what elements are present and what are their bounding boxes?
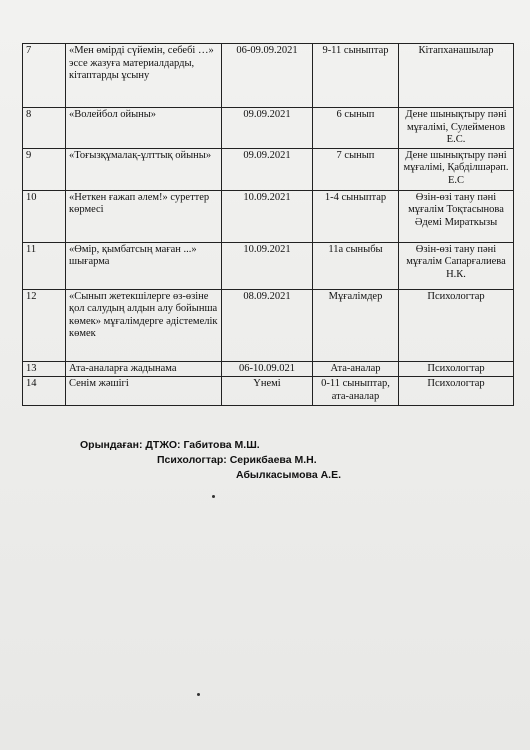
event-name: «Тоғызқұмалақ-ұлттық ойыны» xyxy=(66,148,222,190)
event-name: «Волейбол ойыны» xyxy=(66,108,222,149)
row-number: 8 xyxy=(23,108,66,149)
event-responsible: Кітапханашылар xyxy=(399,44,514,108)
event-participants: 11а сыныбы xyxy=(313,242,399,289)
signature-psychologist-2: Абылкасымова А.Е. xyxy=(236,469,342,481)
event-responsible: Психологтар xyxy=(399,289,514,361)
table-row xyxy=(23,361,514,377)
event-plan-table xyxy=(22,43,514,406)
table-row xyxy=(23,44,514,108)
signature-psychologists: Психологтар: Серикбаева М.Н. xyxy=(157,454,317,466)
event-date: 06-10.09.021 xyxy=(222,361,313,377)
stray-mark xyxy=(212,495,215,498)
event-responsible: Дене шынықтыру пәні мұғалімі, Сулейменов Е.С. xyxy=(399,108,514,149)
event-responsible: Психологтар xyxy=(399,361,514,377)
event-responsible: Психологтар xyxy=(399,377,514,406)
row-number: 10 xyxy=(23,190,66,242)
event-participants: 7 сынып xyxy=(313,148,399,190)
event-participants: 9-11 сыныптар xyxy=(313,44,399,108)
event-date: 09.09.2021 xyxy=(222,148,313,190)
event-date: 06-09.09.2021 xyxy=(222,44,313,108)
event-responsible: Өзін-өзі тану пәні мұғалім Сапарғалиева Н.К. xyxy=(399,242,514,289)
event-date: 09.09.2021 xyxy=(222,108,313,149)
table-row xyxy=(23,289,514,361)
event-participants: 6 сынып xyxy=(313,108,399,149)
event-name: «Неткен ғажап әлем!» суреттер көрмесі xyxy=(66,190,222,242)
event-name: «Мен өмірді сүйемін, себебі …» эссе жазуға материалдарды, кітаптарды ұсыну xyxy=(66,44,222,108)
event-name: «Өмір, қымбатсың маған ...» шығарма xyxy=(66,242,222,289)
event-date: 08.09.2021 xyxy=(222,289,313,361)
row-number: 14 xyxy=(23,377,66,406)
row-number: 13 xyxy=(23,361,66,377)
event-participants: Мұғалімдер xyxy=(313,289,399,361)
row-number: 9 xyxy=(23,148,66,190)
event-date: 10.09.2021 xyxy=(222,190,313,242)
event-date: 10.09.2021 xyxy=(222,242,313,289)
event-responsible: Өзін-өзі тану пәні мұғалім Тоқтасынова Әдемі Мираткызы xyxy=(399,190,514,242)
table-row xyxy=(23,377,514,406)
event-date: Үнемі xyxy=(222,377,313,406)
row-number: 11 xyxy=(23,242,66,289)
row-number: 12 xyxy=(23,289,66,361)
event-participants: 0-11 сыныптар, ата-аналар xyxy=(313,377,399,406)
stray-mark xyxy=(197,693,200,696)
table-row xyxy=(23,242,514,289)
row-number: 7 xyxy=(23,44,66,108)
event-name: «Сынып жетекшілерге өз-өзіне қол салудың алдын алу бойынша көмек» мұғалімдерге әдістемелік көмек xyxy=(66,289,222,361)
event-name: Ата-аналарға жадынама xyxy=(66,361,222,377)
table-row xyxy=(23,148,514,190)
event-responsible: Дене шынықтыру пәні мұғалімі, Қабділшәрәп. Е.С xyxy=(399,148,514,190)
signature-performed-by: Орындаған: ДТЖО: Габитова М.Ш. xyxy=(80,439,260,451)
event-participants: 1-4 сыныптар xyxy=(313,190,399,242)
event-participants: Ата-аналар xyxy=(313,361,399,377)
table-row xyxy=(23,190,514,242)
table-row xyxy=(23,108,514,149)
event-name: Сенім жәшігі xyxy=(66,377,222,406)
